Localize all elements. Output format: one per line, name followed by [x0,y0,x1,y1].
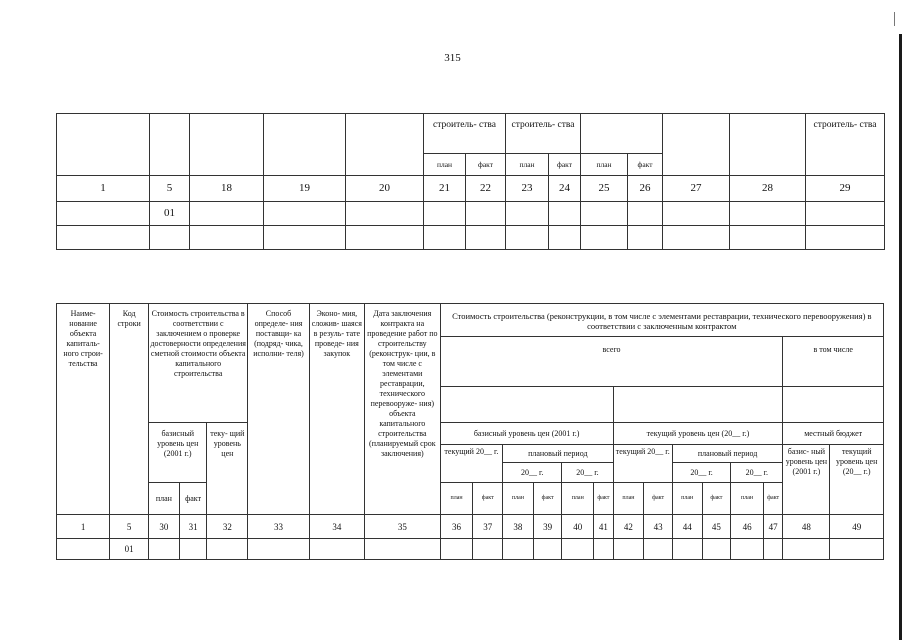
col-number: 33 [248,515,309,539]
header-current-year: текущий 20__ г. [613,445,672,483]
col-number: 48 [783,515,830,539]
top-col-number: 26 [628,176,663,202]
header-contract-date: Дата заключения контракта на проведение работ по строительству (реконструк- ции, в том числе с элементами реставрации, технического перевооруже- ния) объекта капитального строительства (планируемый срок заключения) [364,304,440,515]
col-number: 41 [594,515,613,539]
header-procurement-savings: Эконо- мия, сложив- шаяся в резуль- тате проведе- ния закупок [309,304,364,515]
top-data-cell [190,226,264,250]
col-number: 43 [644,515,673,539]
header-fact: факт [702,483,731,515]
header-base-price-level: базисный уровень цен (2001 г.) [149,423,207,483]
header-plan: план [672,483,702,515]
col-number: 44 [672,515,702,539]
top-col-number: 27 [663,176,730,202]
top-data-cell [663,226,730,250]
data-cell [364,539,440,560]
header-plan: план [440,483,473,515]
top-data-cell [663,202,730,226]
header-contract-cost: Стоимость строительства (реконструкции, в том числе с элементами реставрации, технического перевооружения) в соответствии с заключенным контрактом [440,304,883,337]
top-col-number: 19 [264,176,346,202]
top-header-cell [663,114,730,176]
header-empty [783,387,884,423]
top-data-cell [57,202,150,226]
top-col-number: 21 [424,176,466,202]
data-cell [533,539,562,560]
header-total: всего [440,337,783,387]
header-fact: факт [179,483,207,515]
top-col-number: 24 [549,176,581,202]
col-number: 31 [179,515,207,539]
col-number: 38 [503,515,534,539]
col-number: 34 [309,515,364,539]
bottom-table [56,303,884,560]
header-object-name: Наиме- нование объекта капиталь- ного строи- тельства [57,304,110,515]
header-current-20: текущий уровень цен (20__ г.) [613,423,783,445]
header-including: в том числе [783,337,884,387]
data-cell [613,539,644,560]
data-cell [672,539,702,560]
data-cell [763,539,782,560]
header-year: 20__ г. [562,463,613,483]
top-header-cell [581,114,663,154]
col-number-row [57,515,884,539]
top-col-number: 18 [190,176,264,202]
top-header-construction-2: строитель- ства [506,114,581,154]
data-row [57,539,884,560]
col-number: 30 [149,515,180,539]
header-current-year: текущий 20__ г. [440,445,502,483]
col-number: 46 [731,515,764,539]
header-plan: план [503,483,534,515]
data-cell [562,539,594,560]
top-sub-plan: план [424,154,466,176]
top-data-cell [581,202,628,226]
data-cell [702,539,731,560]
top-data-cell [466,202,506,226]
top-data-cell [346,202,424,226]
col-number: 39 [533,515,562,539]
top-header-cell [190,114,264,176]
top-col-number: 1 [57,176,150,202]
header-planning-period: плановый период [503,445,613,463]
col-number: 42 [613,515,644,539]
header-supplier-method: Способ определе- ния поставщи- ка (подряд- чика, исполни- теля) [248,304,309,515]
top-data-cell [424,202,466,226]
data-cell [731,539,764,560]
top-data-cell [424,226,466,250]
data-cell [503,539,534,560]
header-year: 20__ г. [503,463,562,483]
top-data-cell [628,226,663,250]
top-col-number: 20 [346,176,424,202]
bottom-row-code: 01 [110,539,149,560]
header-plan: план [149,483,180,515]
top-sub-fact: факт [628,154,663,176]
top-data-cell [506,226,549,250]
header-fact: факт [763,483,782,515]
header-fact: факт [473,483,503,515]
header-empty [613,387,783,423]
top-table [56,113,885,250]
top-col-number: 22 [466,176,506,202]
top-col-number: 29 [806,176,885,202]
top-data-cell [264,226,346,250]
page-number: 315 [444,52,461,64]
scan-edge-bar [899,34,902,640]
col-number: 40 [562,515,594,539]
header-estimated-cost: Стоимость строительства в соответствии с заключением о проверке достоверности определения сметной стоимости объекта капитального строительства [149,304,248,423]
data-cell [309,539,364,560]
header-fact: факт [644,483,673,515]
header-current-price-level: теку- щий уровень цен [207,423,248,515]
header-fact: факт [533,483,562,515]
header-local-budget: местный бюджет [783,423,884,445]
top-data-cell [730,226,806,250]
col-number: 32 [207,515,248,539]
data-cell [149,539,180,560]
top-data-cell [466,226,506,250]
header-base-2001: базисный уровень цен (2001 г.) [440,423,613,445]
data-cell [830,539,884,560]
top-data-cell [730,202,806,226]
top-data-cell [346,226,424,250]
top-sub-fact: факт [466,154,506,176]
data-cell [644,539,673,560]
top-data-cell [806,202,885,226]
data-cell [248,539,309,560]
col-number: 1 [57,515,110,539]
top-sub-plan: план [581,154,628,176]
header-plan: план [613,483,644,515]
header-current-short: текущий уровень цен (20__ г.) [830,445,884,515]
top-col-number: 5 [150,176,190,202]
top-data-cell [150,226,190,250]
top-header-cell [57,114,150,176]
data-cell [783,539,830,560]
top-header-construction-1: строитель- ства [424,114,506,154]
top-data-cell [549,202,581,226]
header-plan: план [562,483,594,515]
top-col-number: 28 [730,176,806,202]
top-col-number: 25 [581,176,628,202]
top-header-construction-3: строитель- ства [806,114,885,176]
col-number: 35 [364,515,440,539]
top-header-cell [730,114,806,176]
top-header-cell [346,114,424,176]
top-data-cell [581,226,628,250]
top-sub-plan: план [506,154,549,176]
header-base-short: базис- ный уровень цен (2001 г.) [783,445,830,515]
header-fact: факт [594,483,613,515]
top-data-cell [190,202,264,226]
data-cell [57,539,110,560]
col-number: 49 [830,515,884,539]
top-data-cell [806,226,885,250]
data-cell [473,539,503,560]
data-cell [440,539,473,560]
col-number: 45 [702,515,731,539]
header-line-code: Код строки [110,304,149,515]
col-number: 37 [473,515,503,539]
top-data-cell [549,226,581,250]
scan-artifact-tick [894,12,895,26]
top-header-cell [150,114,190,176]
header-plan: план [731,483,764,515]
header-planning-period: плановый период [672,445,782,463]
header-year: 20__ г. [731,463,783,483]
top-data-cell [264,202,346,226]
top-data-cell [628,202,663,226]
top-row-code: 01 [150,202,190,226]
data-cell [207,539,248,560]
top-col-number: 23 [506,176,549,202]
top-header-cell [264,114,346,176]
col-number: 5 [110,515,149,539]
data-cell [179,539,207,560]
col-number: 47 [763,515,782,539]
top-sub-fact: факт [549,154,581,176]
top-data-cell [506,202,549,226]
header-year: 20__ г. [672,463,730,483]
col-number: 36 [440,515,473,539]
data-cell [594,539,613,560]
header-empty [440,387,613,423]
top-data-cell [57,226,150,250]
